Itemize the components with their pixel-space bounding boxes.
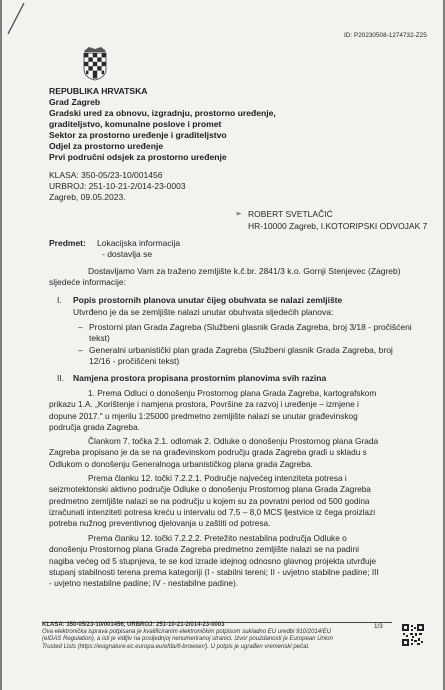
paragraph [49, 436, 395, 470]
arrow-right-icon: ➢ [235, 209, 242, 218]
header-line: graditeljstvo, komunalne poslove i promet [49, 119, 222, 129]
footer-line: (eIDAS Regulation), a isti je vidljiv na posljednjoj nenumeriranoj stranici. Izvor pouzdanosti je European Union [42, 636, 333, 643]
header-line: Sektor za prostorno uređenje i graditeljstvo [49, 130, 227, 140]
header-line: REPUBLIKA HRVATSKA [49, 86, 148, 96]
intro-line: sljedeće informacije: [49, 277, 127, 287]
paragraph-line: izračunati intenziteti potresa kreću u intervalu od 7,5 – 8,0 MCS ljestvice iz čega proizlazi [49, 506, 376, 517]
paragraph [49, 533, 395, 589]
header-line: Grad Zagreb [49, 97, 101, 107]
klasa: KLASA: 350-05/23-10/001456 [49, 170, 163, 180]
document-page [2, 0, 443, 690]
recipient-address: HR-10000 Zagreb, I.KOTORIPSKI ODVOJAK 7 [248, 221, 428, 231]
paragraph-line: Zagreba propisano je da se na građevinskom području grada Zagreba gradi u skladu s [49, 447, 367, 458]
paragraph-line: 1. Prema Odluci o donošenju Prostornog plana Grada Zagreba, kartografskom [88, 388, 377, 398]
footer-line: Trusted Lists (https://esignature.ec.europa.eu/efda/tl-browser/). U potpis je ugrađen vremenski pečat. [42, 643, 310, 650]
pen-mark-icon [2, 0, 32, 40]
list-bullet: – [78, 345, 83, 355]
paragraph-line: nagiba većeg od 5 stupnjeva, te se kod izrade idejnog odnosno glavnog projekta utvrđuje [49, 555, 377, 566]
coat-of-arms-icon [81, 43, 109, 81]
section-title: Popis prostornih planova unutar čijeg obuhvata se nalazi zemljište [73, 295, 343, 305]
header-line: Gradski ured za obnovu, izgradnju, prostorno uređenje, [49, 108, 276, 118]
list-item: 12/16 - pročišćeni tekst) [89, 356, 180, 366]
footer-line: Ova elektronička isprava potpisana je kvalificiranim elektroničkim potpisom sukladno EU uredbi 910/2014/EU [42, 629, 332, 636]
paragraph [49, 388, 395, 433]
paragraph-line: stupanj stabilnosti terena prema kategoriji (I - stabilni tereni; II - uvjetno stabilne padine; III [49, 566, 379, 577]
paragraph-line: područja grada Zagreba. [49, 421, 140, 432]
recipient-name: ROBERT SVETLAČIĆ [248, 209, 333, 219]
section-number: II. [57, 373, 65, 383]
predmet-label: Predmet: [49, 238, 86, 248]
paragraph-line: Odlukom o donošenju Generalnoga urbanističkog plana grada Zagreba. [49, 458, 313, 469]
predmet-title: Lokacijska informacija [97, 238, 181, 248]
paragraph-line: prikazu 1.A. „Korištenje i namjena prostora, Površine za razvoj i uređenje – izmjene i [49, 399, 359, 410]
paragraph-line: dopune 2017." u mjerilu 1:25000 predmetno zemljište nalazi se unutar građevinskog [49, 410, 358, 421]
list-item: Generalni urbanistički plan grada Zagreba (Službeni glasnik Grada Zagreba, broj [89, 345, 393, 355]
paragraph-line: Člankom 7. točka 2.1. odlomak 2. Odluke o donošenju Prostornog plana Grada [88, 436, 379, 446]
section-lead: Utvrđeno je da se zemljište nalazi unutar obuhvata sljedećih planova: [73, 307, 334, 317]
paragraph-line: Prema članku 12. točki 7.2.2.2. Pretežito nestabilna područja Odluke o [88, 533, 347, 543]
intro-line: Dostavljamo Vam za traženo zemljište k.č.br. 2841/3 k.o. Gornji Stenjevec (Zagreb) [88, 266, 401, 276]
header-line: Prvi područni odsjek za prostorno uređenje [49, 152, 227, 162]
section-number: I. [57, 295, 62, 305]
paragraph-line: Prema članku 12. točki 7.2.2.1. Područje najvećeg intenziteta potresa i [88, 473, 347, 483]
predmet-sub: - dostavlja se [102, 249, 153, 259]
paragraph-line: potreba nužnog preventivnog djelovanja u zaštiti od potresa. [49, 518, 271, 529]
list-item: Prostorni plan Grada Zagreba (Službeni glasnik Grada Zagreba, broj 3/18 - pročišćeni [89, 322, 412, 332]
qr-code-icon [402, 624, 424, 646]
paragraph-line: predmetno zemljište nalazi se na području u kojem su za povratni period od 500 godina [49, 495, 370, 506]
document-id: ID: P20230508-1274732-Z25 [344, 32, 427, 39]
list-item: tekst) [89, 333, 110, 343]
paragraph [49, 473, 395, 529]
footer-meta: KLASA: 350-05/23-10/001456, URBROJ: 251-10-21-2/014-23-0003 [42, 622, 225, 628]
paragraph-line: seizmotektonski aktivno područje Odluke o donošenju Prostornog plana Grada Zagreba [49, 484, 371, 495]
paragraph-line: donošenju Prostornog plana Grada Zagreba predmetno zemljište nalazi se na padini [49, 544, 359, 555]
section-title: Namjena prostora propisana prostornim planovima svih razina [73, 373, 327, 383]
header-line: Odjel za prostorno uređenje [49, 141, 164, 151]
list-bullet: – [78, 322, 83, 332]
place-date: Zagreb, 09.05.2023. [49, 192, 126, 202]
paragraph-line: - uvjetno nestabilne padine; IV - nestabilne padine). [49, 578, 239, 589]
footer-text [42, 622, 333, 651]
page-number: 1/3 [374, 623, 383, 630]
urbroj: URBROJ: 251-10-21-2/014-23-0003 [49, 181, 186, 191]
